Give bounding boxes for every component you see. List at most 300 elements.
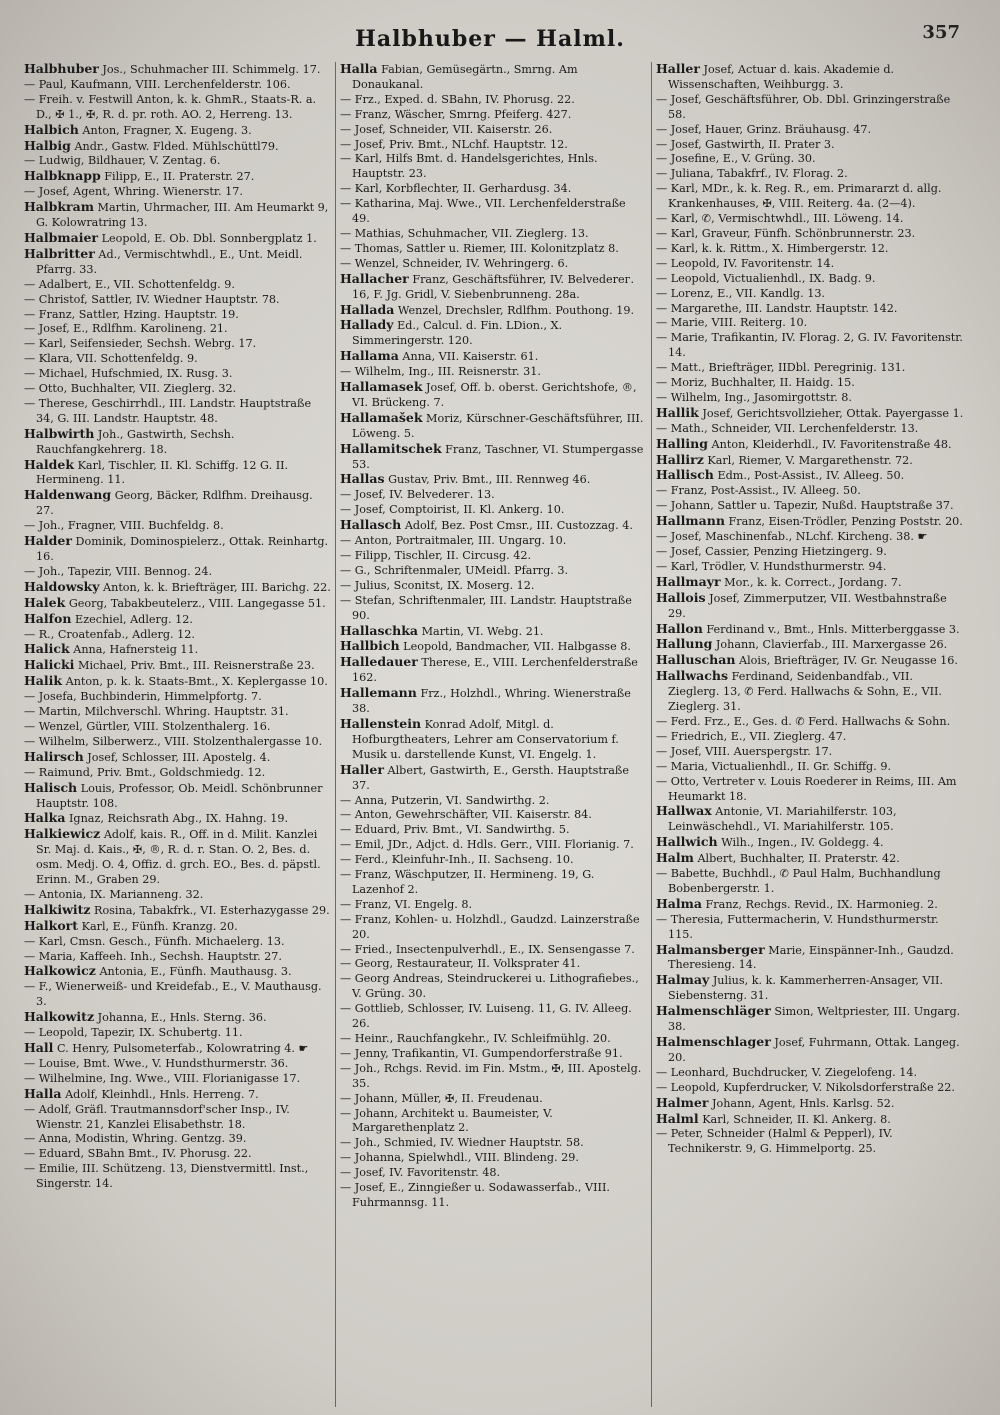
directory-entry — [24, 169, 331, 185]
directory-entry — [656, 653, 964, 669]
directory-entry — [24, 658, 331, 674]
page-header — [0, 22, 1000, 58]
entry-details: Albert, Buchhalter, II. Praterstr. 42. — [697, 852, 900, 866]
entry-details: — Wenzel, Gürtler, VIII. Stolzenthalerg. 16. — [24, 719, 271, 733]
entry-details: — Wilhelmine, Ing. Wwe., VIII. Florianigasse 17. — [24, 1071, 301, 1085]
entry-details: C. Henry, Pulsometerfab., Kolowratring 4. ☛ — [56, 1042, 309, 1055]
entry-details: — Karl, k. k. Rittm., X. Himbergerstr. 12. — [656, 241, 889, 255]
entry-details: Adolf, kais. R., Off. in d. Milit. Kanzlei Sr. Maj. d. Kais., ✠, ®, R. d. r. Stan. O. 2, Bes. d. osm. Medj. O. 4, Offiz. d. grch. EO., Bes. d. päpstl. Erinn. M., Graben 29. — [36, 828, 321, 887]
directory-entry — [340, 898, 647, 913]
column-right — [652, 62, 968, 1407]
entry-details: — Karl, Trödler, V. Hundsthurmerstr. 94. — [656, 559, 887, 573]
directory-entry — [656, 484, 964, 499]
entry-details: — Emilie, III. Schützeng. 13, Dienstvermittl. Inst., Singerstr. 14. — [24, 1162, 309, 1191]
entry-details: Ed., Calcul. d. Fin. LDion., X. Simmeringerstr. 120. — [352, 319, 563, 348]
entry-surname: Hallirz — [656, 451, 704, 467]
entry-details: — Martin, Milchverschl. Whring. Hauptstr. 31. — [24, 705, 289, 719]
entry-surname: Halka — [24, 810, 66, 826]
entry-details: — Johann, Sattler u. Tapezir, Nußd. Hauptstraße 37. — [656, 499, 954, 513]
entry-surname: Hallenstein — [340, 715, 422, 731]
directory-entry — [24, 903, 331, 919]
entry-details: — Karl, Graveur, Fünfh. Schönbrunnerstr. 23. — [656, 226, 916, 240]
directory-entry — [24, 565, 331, 580]
directory-entry — [340, 838, 647, 853]
directory-entry — [340, 380, 647, 411]
page-number: 357 — [922, 22, 960, 43]
directory-entry — [656, 530, 964, 545]
entry-surname: Haller — [340, 761, 384, 777]
directory-entry — [340, 1032, 647, 1047]
directory-entry — [656, 391, 964, 406]
entry-details: Leopold, E. Ob. Dbl. Sonnbergplatz 1. — [101, 231, 317, 245]
entry-details: — Frz., Exped. d. SBahn, IV. Phorusg. 22. — [340, 92, 575, 106]
entry-details: — Babette, Buchhdl., ✆ Paul Halm, Buchhandlung Bobenbergerstr. 1. — [656, 867, 941, 895]
entry-details: — Lorenz, E., VII. Kandlg. 13. — [656, 286, 825, 300]
entry-surname: Hallacher — [340, 270, 409, 286]
entry-details: Andr., Gastw. Flded. Mühlschüttl79. — [74, 139, 279, 153]
directory-entry — [340, 303, 647, 319]
directory-entry — [24, 674, 331, 690]
entry-details: — R., Croatenfab., Adlerg. 12. — [24, 627, 195, 641]
entry-details: — Karl, Seifensieder, Sechsh. Webrg. 17. — [24, 337, 257, 351]
directory-entry — [656, 1066, 964, 1081]
directory-entry — [24, 534, 331, 565]
entry-details: — Franz, Kohlen- u. Holzhdl., Gaudzd. Lainzerstraße 20. — [340, 912, 640, 941]
directory-entry — [24, 397, 331, 427]
directory-entry — [340, 488, 647, 503]
entry-details: — Filipp, Tischler, II. Circusg. 42. — [340, 549, 532, 562]
entry-details: Johanna, E., Hnls. Sterng. 36. — [97, 1011, 267, 1025]
directory-entry — [340, 808, 647, 823]
entry-surname: Halluschan — [656, 652, 736, 668]
directory-entry — [340, 182, 647, 197]
directory-entry — [656, 591, 964, 622]
entry-details: — Therese, Geschirrhdl., III. Landstr. Hauptstraße 34, G. III. Landstr. Hauptstr. 48. — [24, 396, 312, 425]
entry-details: Anna, VII. Kaiserstr. 61. — [402, 350, 539, 364]
entry-surname: Hallada — [340, 301, 395, 317]
entry-surname: Halbig — [24, 137, 71, 153]
directory-entry — [24, 488, 331, 519]
entry-surname: Halbkram — [24, 199, 94, 215]
entry-surname: Hallik — [656, 404, 699, 420]
entry-details: Ezechiel, Adlerg. 12. — [75, 612, 193, 626]
entry-surname: Halbhuber — [24, 62, 99, 76]
entry-details: — G., Schriftenmaler, UMeidl. Pfarrg. 3. — [340, 563, 569, 577]
entry-surname: Halbritter — [24, 245, 95, 261]
entry-surname: Halkowitz — [24, 1009, 95, 1025]
entry-details: — Adalbert, E., VII. Schottenfeldg. 9. — [24, 277, 235, 291]
directory-entry — [340, 152, 647, 182]
directory-entry — [656, 835, 964, 851]
entry-surname: Halbknapp — [24, 168, 101, 184]
entry-details: — Wilhelm, Ing., III. Reisnerstr. 31. — [340, 365, 541, 379]
entry-details: Anton, Kleiderhdl., IV. Favoritenstraße 48. — [711, 437, 952, 451]
directory-entry — [24, 580, 331, 596]
entry-details: Leopold, Bandmacher, VII. Halbgasse 8. — [403, 640, 631, 654]
directory-entry — [24, 980, 331, 1010]
entry-surname: Halmansberger — [656, 941, 765, 957]
entry-details: — Juliana, Tabakfrf., IV. Florag. 2. — [656, 167, 848, 181]
entry-surname: Haldenwang — [24, 487, 112, 503]
directory-entry — [340, 957, 647, 972]
entry-details: — Ferd., Kleinfuhr-Inh., II. Sachseng. 10. — [340, 853, 574, 867]
entry-details: — Josef, Agent, Whring. Wienerstr. 17. — [24, 185, 243, 199]
entry-details: — Adolf, Gräfl. Trautmannsdorf'scher Insp., IV. Wienstr. 21, Kanzlei Elisabethstr. 18. — [24, 1102, 290, 1131]
entry-details: Marie, Einspänner-Inh., Gaudzd. Theresieng. 14. — [668, 943, 954, 972]
entry-surname: Halkiwitz — [24, 901, 91, 917]
entry-details: — Jenny, Trafikantin, VI. Gumpendorferstraße 91. — [340, 1046, 623, 1060]
entry-details: Anton, Fragner, X. Eugeng. 3. — [82, 123, 252, 137]
directory-entry — [656, 1127, 964, 1157]
entry-details: — Leonhard, Buchdrucker, V. Ziegelofeng. 14. — [656, 1065, 918, 1079]
entry-details: — Johann, Architekt u. Baumeister, V. Margarethenplatz 2. — [340, 1106, 553, 1135]
entry-surname: Hallung — [656, 636, 713, 652]
entry-details: — Josef, Schneider, VII. Kaiserstr. 26. — [340, 122, 553, 136]
directory-entry — [340, 442, 647, 473]
entry-details: — Joh., Fragner, VIII. Buchfeldg. 8. — [24, 519, 224, 533]
directory-entry — [24, 78, 331, 93]
directory-entry — [656, 406, 964, 422]
directory-entry — [656, 453, 964, 469]
directory-entry — [24, 139, 331, 155]
directory-entry — [656, 897, 964, 913]
directory-entry — [24, 247, 331, 278]
entry-details: Jos., Schuhmacher III. Schimmelg. 17. — [102, 63, 321, 76]
entry-details: Georg, Bäcker, Rdlfhm. Dreihausg. 27. — [36, 489, 313, 518]
entry-details: — Karl, Cmsn. Gesch., Fünfh. Michaelerg. 13. — [24, 934, 285, 948]
entry-surname: Halfon — [24, 610, 72, 626]
entry-details: — Josef, Cassier, Penzing Hietzingerg. 9. — [656, 545, 887, 558]
directory-entry — [656, 182, 964, 212]
directory-entry — [656, 227, 964, 242]
entry-details: Ad., Vermischtwhdl., E., Unt. Meidl. Pfarrg. 33. — [36, 247, 303, 276]
entry-details: Karl, Riemer, V. Margarethenstr. 72. — [707, 453, 913, 467]
entry-details: Wilh., Ingen., IV. Goldegg. 4. — [721, 836, 884, 850]
entry-surname: Hallmann — [656, 513, 725, 529]
directory-columns — [20, 62, 970, 1407]
directory-entry — [340, 108, 647, 123]
directory-entry — [24, 642, 331, 658]
directory-entry — [24, 123, 331, 139]
directory-entry — [656, 545, 964, 560]
entry-surname: Halick — [24, 641, 70, 657]
entry-details: — Franz, Sattler, Hzing. Hauptstr. 19. — [24, 307, 239, 321]
directory-entry — [340, 853, 647, 868]
entry-details: — Josef, IV. Belvederег. 13. — [340, 488, 495, 502]
directory-entry — [340, 1136, 647, 1151]
entry-details: — Marie, VIII. Reiterg. 10. — [656, 316, 808, 330]
directory-entry — [340, 472, 647, 488]
directory-entry — [24, 154, 331, 169]
directory-entry — [340, 794, 647, 809]
directory-entry — [24, 93, 331, 123]
directory-entry — [340, 579, 647, 594]
entry-surname: Hallbich — [340, 638, 400, 654]
entry-surname: Halkiewicz — [24, 826, 101, 842]
entry-details: — Otto, Buchhalter, VII. Zieglerg. 32. — [24, 382, 237, 396]
entry-surname: Hallas — [340, 471, 385, 487]
directory-entry — [656, 257, 964, 272]
entry-surname: Hallwachs — [656, 668, 729, 684]
entry-surname: Hallady — [340, 317, 394, 333]
entry-details: — Math., Schneider, VII. Lerchenfelderstr. 13. — [656, 421, 919, 435]
directory-entry — [656, 272, 964, 287]
entry-details: — Maria, Victualienhdl., II. Gr. Schiffg. 9. — [656, 759, 891, 773]
directory-entry — [340, 913, 647, 943]
entry-details: — Paul, Kaufmann, VIII. Lerchenfelderstr. 106. — [24, 77, 291, 91]
entry-details: Albert, Gastwirth, E., Gersth. Hauptstraße 37. — [352, 763, 630, 792]
entry-details: — Josef, IV. Favoritenstr. 48. — [340, 1166, 501, 1180]
entry-details: — Raimund, Priv. Bmt., Goldschmiedg. 12. — [24, 765, 266, 779]
entry-details: — Theresia, Futtermacherin, V. Hundsthurmerstr. 115. — [656, 912, 939, 941]
entry-surname: Halmenschlager — [656, 1034, 771, 1049]
entry-details: — Josef, E., Zinngießer u. Sodawasserfab., VIII. Fuhrmannsg. 11. — [340, 1181, 610, 1209]
directory-entry — [340, 534, 647, 549]
entry-details: — Anton, Portraitmaler, III. Ungarg. 10. — [340, 534, 567, 548]
directory-entry — [24, 888, 331, 903]
entry-details: Anton, p. k. k. Staats-Bmt., X. Keplergasse 10. — [65, 675, 328, 689]
directory-entry — [24, 519, 331, 534]
entry-details: — Gottlieb, Schlosser, IV. Luiseng. 11, G. IV. Alleeg. 26. — [340, 1002, 632, 1031]
directory-entry — [24, 612, 331, 628]
directory-entry — [656, 637, 964, 653]
entry-details: — Eduard, SBahn Bmt., IV. Phorusg. 22. — [24, 1147, 252, 1161]
entry-details: — Anna, Putzerin, VI. Sandwirthg. 2. — [340, 793, 550, 807]
entry-surname: Hallon — [656, 620, 703, 636]
entry-surname: Halmer — [656, 1094, 709, 1110]
directory-entry — [656, 775, 964, 805]
running-head: Halbhuber — Halml. — [355, 26, 625, 52]
entry-surname: Hallasch — [340, 517, 402, 533]
entry-details: — Franz, Wäschputzer, II. Hermineng. 19, G. Lazenhof 2. — [340, 868, 595, 896]
directory-entry — [24, 62, 331, 78]
entry-surname: Halledauer — [340, 654, 418, 670]
entry-details: — Friedrich, E., VII. Zieglerg. 47. — [656, 729, 847, 743]
entry-surname: Hallemann — [340, 685, 417, 701]
entry-surname: Halmay — [656, 972, 710, 988]
directory-entry — [340, 972, 647, 1002]
directory-entry — [340, 93, 647, 108]
entry-details: Karl, Tischler, II. Kl. Schiffg. 12 G. II. Hermineng. 11. — [36, 458, 289, 487]
entry-details: Martin, Uhrmacher, III. Am Heumarkt 9, G. Kolowratring 13. — [36, 201, 329, 230]
entry-details: — Franz, Wäscher, Smrng. Pfeiferg. 427. — [340, 107, 572, 121]
entry-details: Ferdinand, Seidenbandfab., VII. Zieglerg. 13, ✆ Ferd. Hallwachs & Sohn, E., VII. Zieglerg. 31. — [668, 670, 942, 714]
entry-details: Georg, Tabakbeutelerz., VIII. Langegasse 51. — [68, 596, 326, 610]
directory-entry — [24, 811, 331, 827]
entry-details: — Moriz, Buchhalter, II. Haidg. 15. — [656, 376, 855, 390]
entry-details: Gustav, Priv. Bmt., III. Rennweg 46. — [388, 473, 591, 487]
directory-entry — [340, 518, 647, 534]
directory-entry — [24, 628, 331, 643]
directory-entry — [656, 514, 964, 530]
directory-entry — [24, 705, 331, 720]
directory-entry — [24, 231, 331, 247]
directory-entry — [656, 1035, 964, 1066]
entry-details: Martin, VI. Webg. 21. — [421, 624, 544, 638]
directory-entry — [24, 1057, 331, 1072]
entry-details: — F., Wienerweiß- und Kreidefab., E., V. Mauthausg. 3. — [24, 980, 322, 1009]
entry-details: Ferdinand v., Bmt., Hnls. Mitterberggasse 3. — [706, 622, 960, 636]
entry-details: — Johann, Müller, ✠, II. Freudenau. — [340, 1091, 543, 1105]
entry-details: — Matt., Briefträger, IIDbl. Peregrinig. 131. — [656, 361, 906, 375]
directory-entry — [340, 503, 647, 518]
directory-entry — [24, 382, 331, 397]
directory-entry — [340, 639, 647, 655]
directory-entry — [340, 411, 647, 442]
entry-details: — Eduard, Priv. Bmt., VI. Sandwirthg. 5. — [340, 823, 570, 837]
entry-details: Karl, Schneider, II. Kl. Ankerg. 8. — [702, 1112, 891, 1126]
entry-details: Dominik, Dominospielerz., Ottak. Reinhartg. 16. — [36, 535, 329, 563]
directory-entry — [24, 781, 331, 812]
entry-details: Karl, E., Fünfh. Kranzg. 20. — [81, 919, 238, 933]
entry-details: Josef, Zimmerputzer, VII. Westbahnstraße 29. — [668, 591, 947, 620]
entry-surname: Halbich — [24, 121, 79, 137]
entry-details: Josef, Fuhrmann, Ottak. Langeg. 20. — [668, 1036, 960, 1064]
entry-details: Konrad Adolf, Mitgl. d. Hofburgtheaters, Lehrer am Conservatorium f. Musik u. darstellende Kunst, VI. Engelg. 1. — [352, 717, 619, 761]
entry-details: Ignaz, Reichsrath Abg., IX. Hahng. 19. — [68, 812, 289, 826]
directory-entry — [656, 499, 964, 514]
entry-details: — Katharina, Maj. Wwe., VII. Lerchenfelderstraße 49. — [340, 197, 626, 226]
directory-entry — [656, 913, 964, 943]
directory-entry — [656, 123, 964, 138]
entry-details: Alois, Briefträger, IV. Gr. Neugasse 16. — [738, 654, 958, 668]
directory-entry — [340, 138, 647, 153]
entry-details: — Otto, Vertreter v. Louis Roederer in Reims, III. Am Heumarkt 18. — [656, 774, 957, 803]
directory-entry — [340, 349, 647, 365]
directory-entry — [24, 720, 331, 735]
entry-details: Josef, Actuar d. kais. Akademie d. Wissenschaften, Weihburgg. 3. — [668, 63, 895, 91]
directory-entry — [24, 1103, 331, 1133]
directory-entry — [656, 361, 964, 376]
directory-entry — [340, 257, 647, 272]
directory-entry — [340, 1166, 647, 1181]
entry-details: Antonia, E., Fünfh. Mauthausg. 3. — [99, 965, 292, 979]
entry-details: Simon, Weltpriester, III. Ungarg. 38. — [668, 1005, 961, 1034]
column-left — [20, 62, 336, 1407]
entry-details: Moriz, Kürschner-Geschäftsführer, III. Löweng. 5. — [352, 411, 644, 440]
entry-details: Mor., k. k. Correct., Jordang. 7. — [724, 575, 902, 589]
directory-entry — [656, 242, 964, 257]
entry-surname: Halling — [656, 435, 708, 451]
entry-details: Fabian, Gemüsegärtn., Smrng. Am Donaukanal. — [352, 63, 578, 91]
directory-entry — [24, 308, 331, 323]
directory-entry — [24, 596, 331, 612]
entry-details: — Leopold, Victualienhdl., IX. Badg. 9. — [656, 271, 876, 285]
column-middle — [336, 62, 652, 1407]
directory-entry — [656, 1081, 964, 1096]
entry-details: Therese, E., VIII. Lerchenfelderstraße 162. — [352, 656, 638, 685]
directory-entry — [656, 152, 964, 167]
entry-details: — Heinr., Rauchfangkehr., IV. Schleifmühlg. 20. — [340, 1032, 611, 1045]
entry-details: Johann, Clavierfab., III. Marxergasse 26. — [715, 638, 948, 652]
entry-details: — Karl, Korbflechter, II. Gerhardusg. 34. — [340, 182, 572, 196]
entry-surname: Halder — [24, 533, 72, 549]
directory-entry — [24, 322, 331, 337]
directory-entry — [656, 316, 964, 331]
entry-surname: Halicki — [24, 657, 75, 673]
entry-details: — Josef, Gastwirth, II. Prater 3. — [656, 137, 835, 151]
directory-entry — [340, 1002, 647, 1032]
entry-surname: Hallamašek — [340, 409, 423, 425]
entry-details: Antonie, VI. Mariahilferstr. 103, Leinwäschehdl., VI. Mariahilferstr. 105. — [668, 805, 897, 834]
entry-details: Franz, Geschäftsführer, IV. Belvederег. 16, F. Jg. Gridl, V. Siebenbrunneng. 28a. — [352, 272, 635, 301]
entry-details: Franz, Eisen-Trödler, Penzing Poststr. 20. — [728, 515, 963, 529]
directory-entry — [340, 549, 647, 564]
directory-entry — [24, 964, 331, 980]
directory-entry — [24, 185, 331, 200]
entry-details: Josef, Gerichtsvollzieher, Ottak. Payergasse 1. — [702, 406, 964, 420]
entry-surname: Halbwirth — [24, 425, 95, 441]
entry-surname: Hallamasek — [340, 379, 423, 395]
directory-entry — [24, 367, 331, 382]
entry-details: — Karl, Hilfs Bmt. d. Handelsgerichtes, Hnls. Hauptstr. 23. — [340, 152, 598, 181]
entry-details: — Marie, Trafikantin, IV. Florag. 2, G. IV. Favoritenstr. 14. — [656, 331, 963, 360]
entry-details: — Joh., Rchgs. Revid. im Fin. Mstm., ✠, III. Apostelg. 35. — [340, 1061, 642, 1090]
entry-surname: Halml — [656, 1110, 699, 1126]
directory-entry — [24, 935, 331, 950]
entry-details: — Georg, Restaurateur, II. Volksprater 41. — [340, 957, 581, 971]
directory-entry — [24, 1041, 331, 1057]
entry-details: Edm., Post-Assist., IV. Alleeg. 50. — [717, 469, 905, 483]
directory-entry — [24, 1072, 331, 1087]
entry-details: — Josef, Hauer, Grinz. Bräuhausg. 47. — [656, 122, 872, 136]
entry-details: — Stefan, Schriftenmaler, III. Landstr. Hauptstraße 90. — [340, 593, 632, 622]
directory-entry — [340, 242, 647, 257]
entry-details: — Josef, VIII. Auerspergstr. 17. — [656, 744, 833, 758]
directory-entry — [340, 365, 647, 380]
directory-entry — [656, 212, 964, 227]
entry-details: — Johanna, Spielwhdl., VIII. Blindeng. 29. — [340, 1151, 579, 1165]
entry-details: Franz, Rechgs. Revid., IX. Harmonieg. 2. — [705, 897, 938, 911]
entry-details: Filipp, E., II. Praterstr. 27. — [104, 170, 255, 184]
entry-details: Adolf, Bez. Post Cmsr., III. Custozzag. 4. — [404, 519, 633, 533]
directory-entry — [340, 686, 647, 717]
directory-entry — [24, 735, 331, 750]
directory-entry — [340, 717, 647, 763]
directory-entry — [656, 331, 964, 361]
directory-entry — [656, 468, 964, 484]
directory-entry — [656, 730, 964, 745]
entry-details: — Georg Andreas, Steindruckerei u. Lithografiebes., V. Grüng. 30. — [340, 972, 639, 1001]
directory-entry — [656, 622, 964, 638]
entry-surname: Halkowicz — [24, 963, 96, 979]
entry-details: — Josef, Maschinenfab., NLchf. Kircheng. 38. ☛ — [656, 530, 928, 544]
directory-entry — [24, 750, 331, 766]
entry-details: — Christof, Sattler, IV. Wiedner Hauptstr. 78. — [24, 292, 280, 306]
entry-details: Franz, Taschner, VI. Stumpergasse 53. — [352, 442, 644, 471]
directory-entry — [340, 943, 647, 958]
entry-details: — Emil, JDr., Adjct. d. Hdls. Gerr., VIII. Florianig. 7. — [340, 838, 634, 852]
directory-entry — [340, 197, 647, 227]
entry-surname: Haldowsky — [24, 578, 100, 594]
directory-entry — [656, 851, 964, 867]
entry-details: — Mathias, Schuhmacher, VII. Zieglerg. 13. — [340, 226, 589, 240]
directory-entry — [340, 868, 647, 898]
directory-entry — [656, 302, 964, 317]
entry-details: — Thomas, Sattler u. Riemer, III. Kolonitzplatz 8. — [340, 241, 619, 255]
entry-details: — Fried., Insectenpulverhdl., E., IX. Sensengasse 7. — [340, 942, 635, 956]
directory-entry — [340, 1062, 647, 1092]
directory-entry — [656, 973, 964, 1004]
entry-details: Adolf, Kleinhdl., Hnls. Herreng. 7. — [65, 1087, 259, 1101]
entry-details: Anton, k. k. Briefträger, III. Barichg. 22. — [103, 580, 331, 594]
directory-entry — [340, 763, 647, 794]
directory-entry — [340, 1151, 647, 1166]
directory-entry — [24, 766, 331, 781]
directory-entry — [24, 1010, 331, 1026]
directory-entry — [340, 227, 647, 242]
directory-entry — [656, 760, 964, 775]
